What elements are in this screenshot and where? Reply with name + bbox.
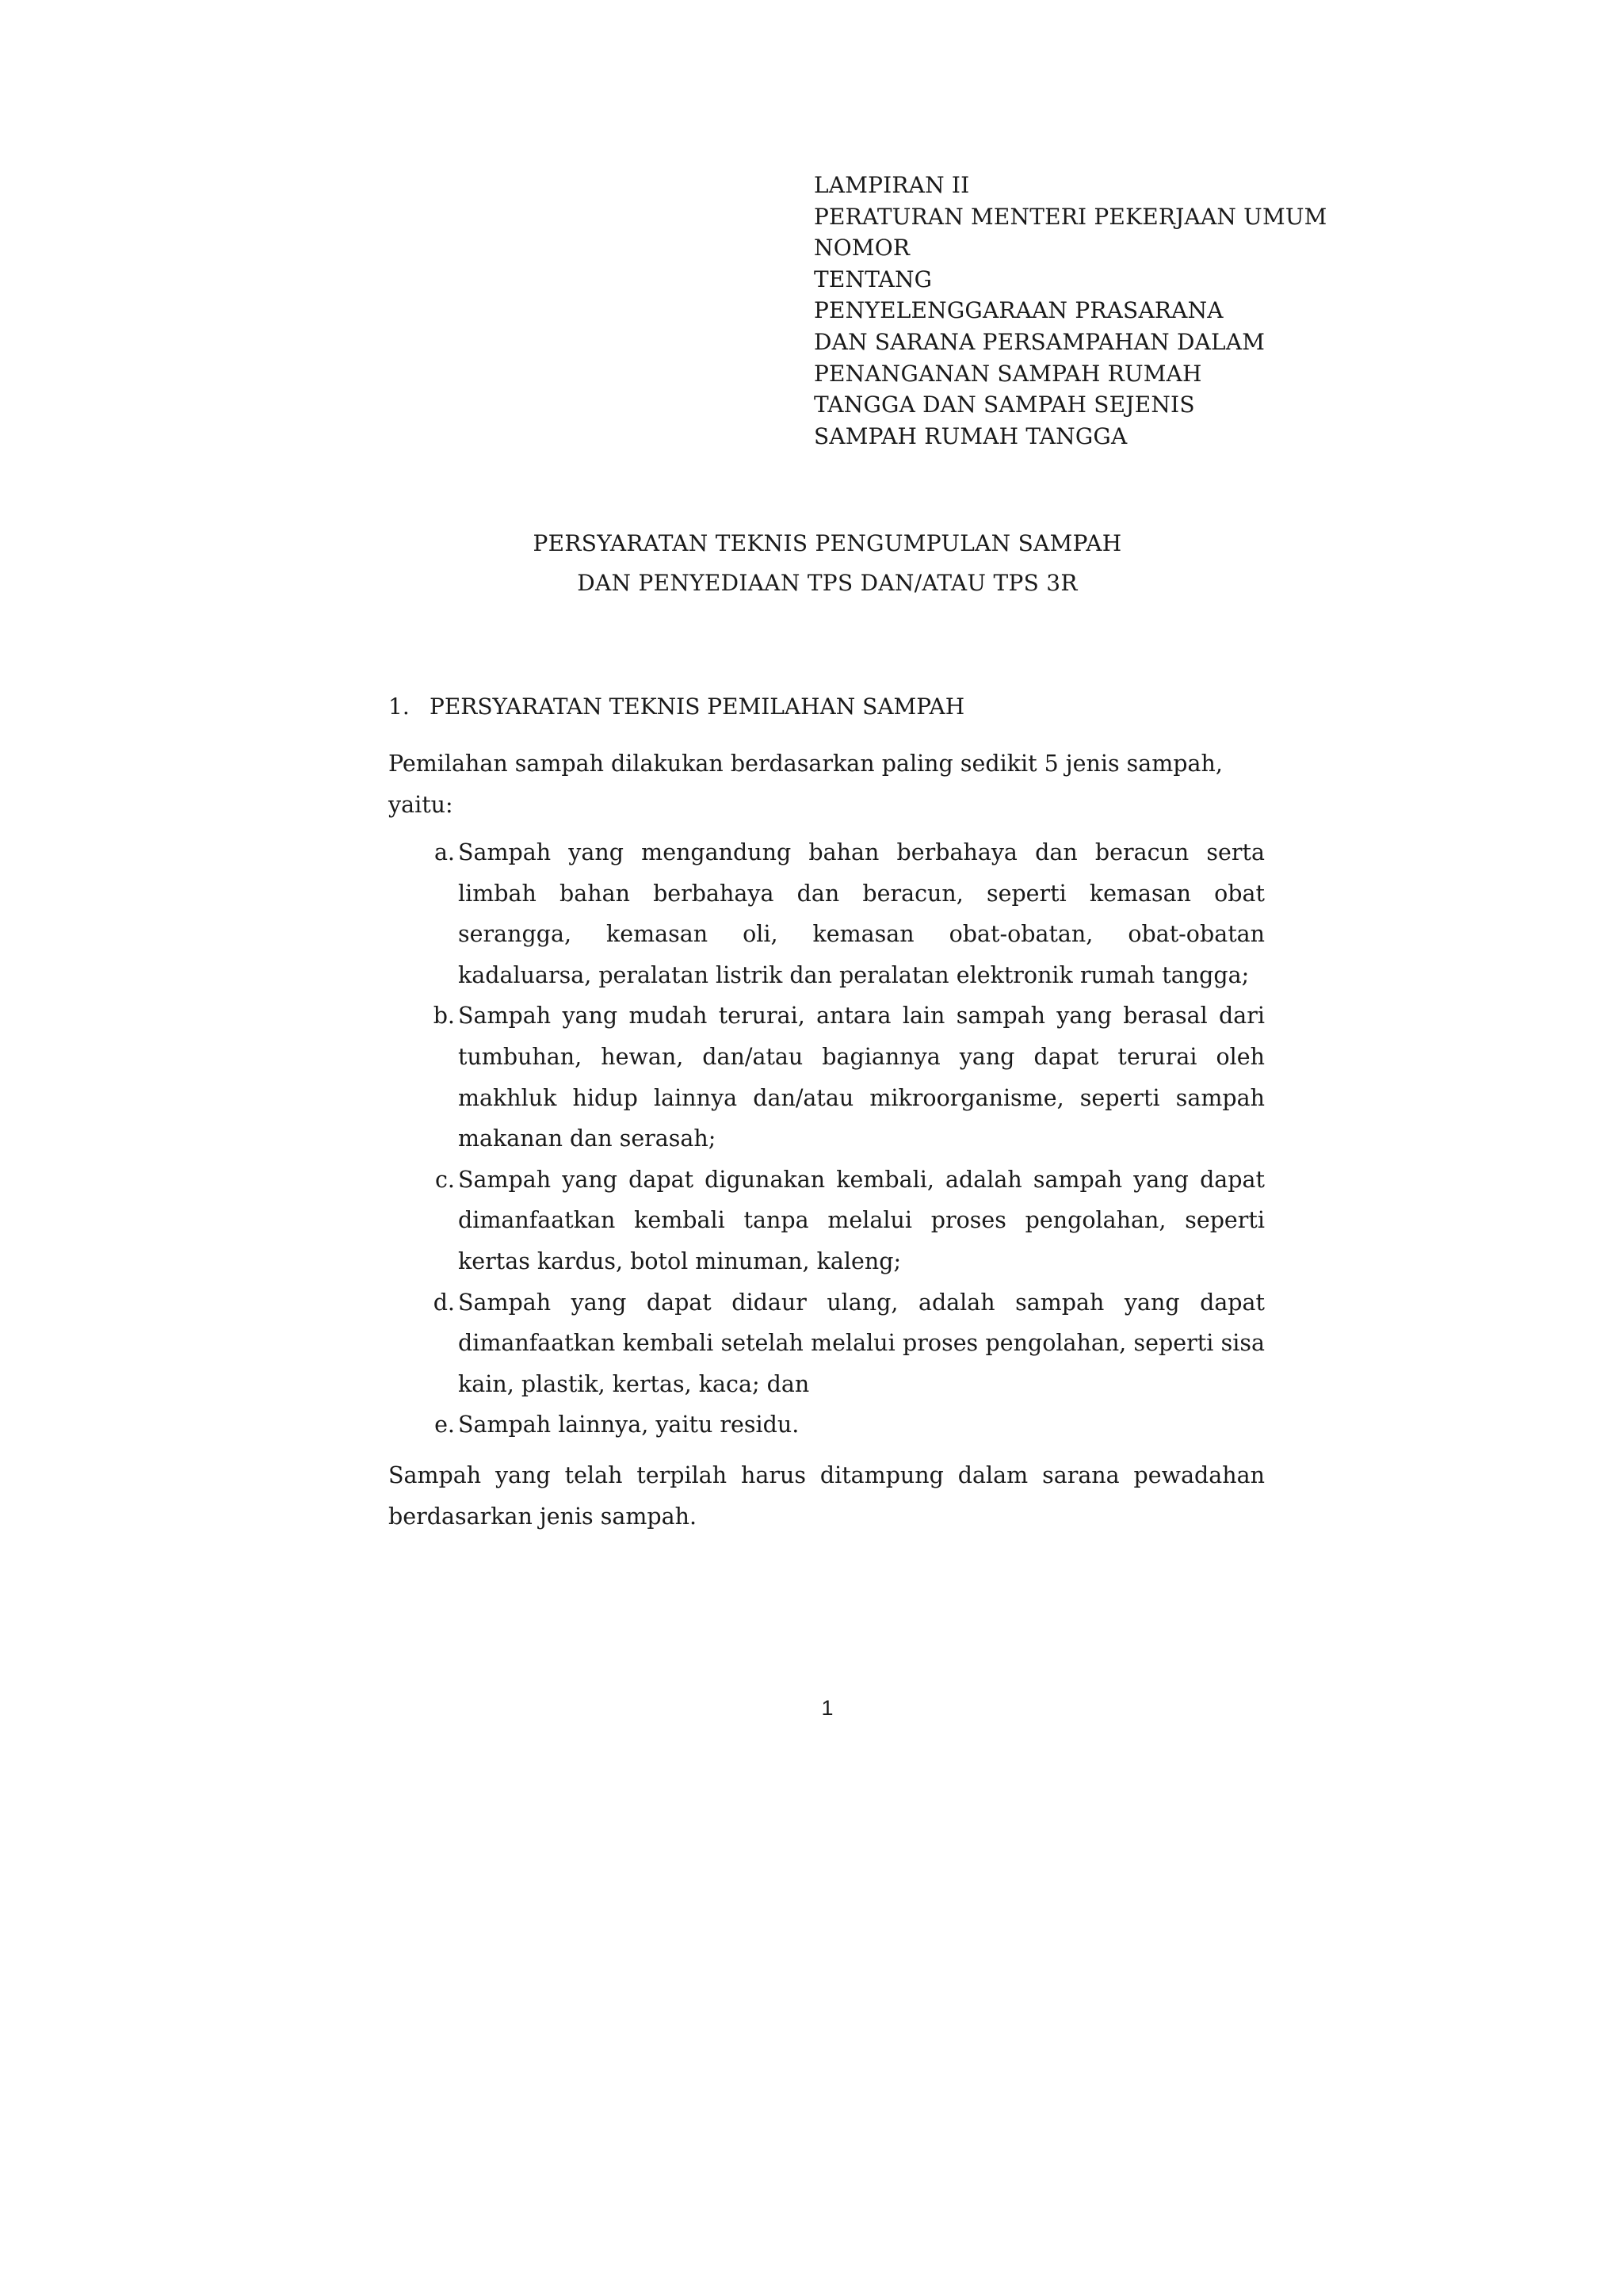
list-item-text: Sampah lainnya, yaitu residu.: [458, 1412, 800, 1438]
lampiran-line: LAMPIRAN II: [814, 172, 970, 198]
lampiran-line: PENANGANAN SAMPAH RUMAH: [814, 360, 1202, 387]
list-item-text: Sampah yang mudah terurai, antara lain sampah yang berasal dari tumbuhan, hewan, dan/atau bagiannya yang dapat terurai oleh makhluk hidup lainnya dan/atau mikroorganisme, seperti sampah makanan dan serasah;: [458, 1003, 1265, 1152]
lampiran-line: DAN SARANA PERSAMPAHAN DALAM: [814, 328, 1266, 355]
section-intro: Pemilahan sampah dilakukan berdasarkan paling sedikit 5 jenis sampah, yaitu:: [388, 751, 1223, 818]
document-title-line-2: DAN PENYEDIAAN TPS DAN/ATAU TPS 3R: [577, 570, 1078, 596]
list-item-text: Sampah yang mengandung bahan berbahaya dan beracun serta limbah bahan berbahaya dan beracun, seperti kemasan obat serangga, kemasan oli, kemasan obat-obatan, obat-obatan kadaluarsa, peralatan listrik dan peralatan elektronik rumah tangga;: [458, 839, 1265, 988]
list-marker: d.: [433, 1289, 455, 1316]
list-marker: a.: [433, 839, 455, 865]
list-item-text: Sampah yang dapat didaur ulang, adalah sampah yang dapat dimanfaatkan kembali setelah melalui proses pengolahan, seperti sisa kain, plastik, kertas, kaca; dan: [458, 1289, 1265, 1397]
list-item: [388, 995, 1265, 1159]
list-marker: c.: [434, 1166, 455, 1193]
list-item: [388, 1404, 1265, 1446]
list-marker: b.: [433, 1003, 455, 1030]
list-item: [388, 1159, 1265, 1282]
lampiran-line: NOMOR: [814, 235, 911, 262]
lampiran-line: PERATURAN MENTERI PEKERJAAN UMUM: [814, 203, 1327, 230]
section-heading-text: PERSYARATAN TEKNIS PEMILAHAN SAMPAH: [430, 693, 965, 720]
list-item-text: Sampah yang dapat digunakan kembali, adalah sampah yang dapat dimanfaatkan kembali tanpa melalui proses pengolahan, seperti kertas kardus, botol minuman, kaleng;: [458, 1166, 1265, 1274]
lampiran-line: PENYELENGGARAAN PRASARANA: [814, 297, 1224, 324]
lampiran-line: SAMPAH RUMAH TANGGA: [814, 422, 1128, 449]
sorting-categories-list: [388, 832, 1265, 1446]
section-number: 1.: [388, 693, 410, 720]
list-marker: e.: [434, 1412, 455, 1438]
lampiran-header: [814, 170, 1384, 452]
page-number: 1: [821, 1696, 834, 1720]
section-closing: Sampah yang telah terpilah harus ditampung dalam sarana pewadahan berdasarkan jenis sampah.: [388, 1462, 1265, 1530]
list-item: [388, 1282, 1265, 1405]
lampiran-line: TANGGA DAN SAMPAH SEJENIS: [814, 392, 1195, 418]
document-title-line-1: PERSYARATAN TEKNIS PENGUMPULAN SAMPAH: [533, 530, 1122, 556]
lampiran-line: TENTANG: [814, 266, 933, 292]
list-item: [388, 832, 1265, 995]
section-heading: [388, 693, 964, 720]
